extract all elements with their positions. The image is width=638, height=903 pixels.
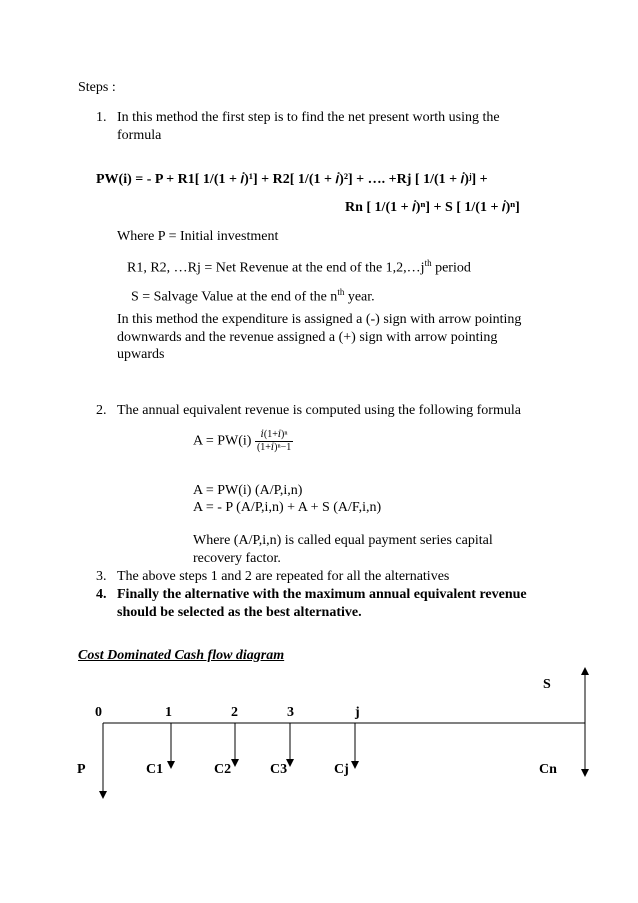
pw-formula-line1: PW(i) = - P + R1[ 1/(1 + 𝑖)¹] + R2[ 1/(1 + 𝑖)²] + …. +Rj [ 1/(1 + 𝑖)ʲ] + <box>96 172 488 187</box>
cash-flow-diagram <box>0 655 638 825</box>
step-4-number: 4. <box>96 587 107 602</box>
formula-a-pw <box>193 429 293 454</box>
formula-b: A = PW(i) (A/P,i,n) <box>193 483 303 498</box>
step-4-line1: Finally the alternative with the maximum annual equivalent revenue <box>117 587 527 602</box>
where-r-sup: th <box>424 258 432 268</box>
step-2-number: 2. <box>96 403 107 418</box>
where-s-sup: th <box>337 287 345 297</box>
where-s-text: S = Salvage Value at the end of the n <box>131 289 338 305</box>
step-1-para-line2: downwards and the revenue assigned a (+) sign with arrow pointing <box>117 330 498 345</box>
step-4-line2: should be selected as the best alternative. <box>117 605 362 620</box>
step-2-line1: The annual equivalent revenue is computed using the following formula <box>117 403 521 418</box>
step-1-number: 1. <box>96 110 107 125</box>
cash-label-p: P <box>77 762 86 777</box>
step-2-where-line2: recovery factor. <box>193 551 281 566</box>
formula-c: A = - P (A/P,i,n) + A + S (A/F,i,n) <box>193 500 382 515</box>
fraction-numerator: 𝑖(1+𝑖)ⁿ <box>255 429 293 442</box>
where-r-post: period <box>431 260 471 276</box>
salvage-label: S <box>543 677 551 692</box>
pw-formula-line2: Rn [ 1/(1 + 𝑖)ⁿ] + S [ 1/(1 + 𝑖)ⁿ] <box>345 200 520 215</box>
cash-label-cn: Cn <box>539 762 557 777</box>
period-label: 3 <box>287 705 294 720</box>
cash-label-c2: C2 <box>214 762 232 777</box>
step-1-para-line1: In this method the expenditure is assigned a (-) sign with arrow pointing <box>117 312 522 327</box>
cash-label-c1: C1 <box>146 762 164 777</box>
step-3-number: 3. <box>96 569 107 584</box>
period-label: j <box>355 705 360 720</box>
where-r-text: R1, R2, …Rj = Net Revenue at the end of the 1,2,…j <box>127 260 425 276</box>
period-label: 2 <box>231 705 238 720</box>
diagram-title: Cost Dominated Cash flow diagram <box>78 648 285 663</box>
fraction-denominator: (1+𝑖)ⁿ−1 <box>256 442 292 453</box>
step-1-line1: In this method the first step is to find the net present worth using the <box>117 110 500 125</box>
step-3-text: The above steps 1 and 2 are repeated for all the alternatives <box>117 569 450 584</box>
step-1-para-line3: upwards <box>117 347 165 362</box>
period-label: 1 <box>165 705 172 720</box>
step-1-line2: formula <box>117 128 162 143</box>
where-s-post: year. <box>344 289 375 305</box>
where-r <box>127 255 471 277</box>
steps-heading: Steps : <box>78 80 116 95</box>
step-2-where-line1: Where (A/P,i,n) is called equal payment series capital <box>193 533 493 548</box>
cash-label-c3: C3 <box>270 762 288 777</box>
period-label: 0 <box>95 705 102 720</box>
where-p: Where P = Initial investment <box>117 229 279 244</box>
formula-a-fraction <box>255 429 293 454</box>
where-s <box>131 284 375 306</box>
formula-a-prefix: A = PW(i) <box>193 433 252 449</box>
cash-label-cj: Cj <box>334 762 349 777</box>
